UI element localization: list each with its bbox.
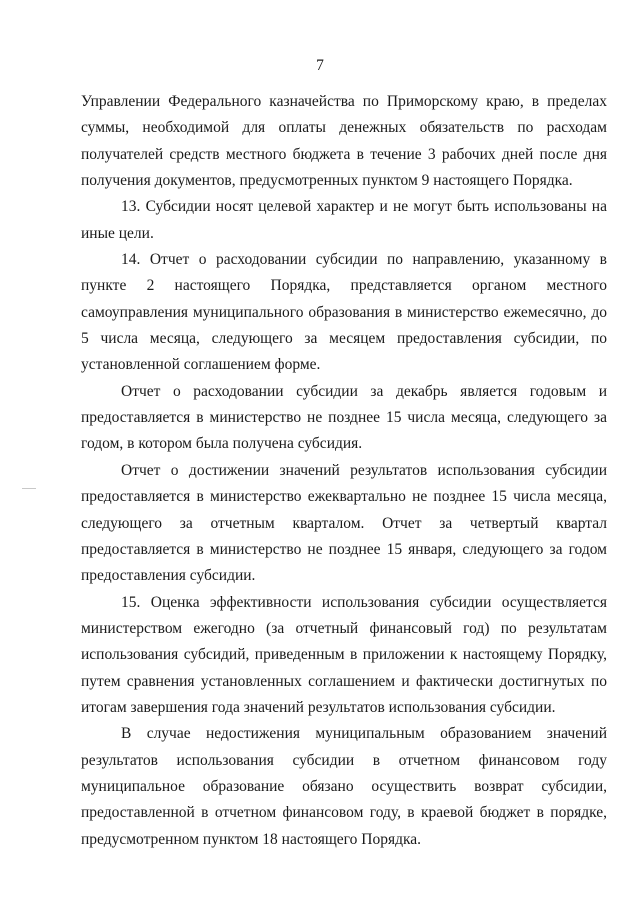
paragraph-item-14: 14. Отчет о расходовании субсидии по направлению, указанному в пункте 2 настоящего Порядка, представляется органом местного самоуправления муниципального образования в министерство ежемесячно, до 5 числа месяца, следующего за месяцем предоставления субсидии, по установленной соглашением форме.: [81, 251, 607, 374]
page-number: 7: [316, 57, 324, 74]
document-body: [81, 89, 607, 853]
margin-mark: [22, 488, 36, 489]
paragraph-continuation: Управлении Федерального казначейства по Приморскому краю, в пределах суммы, необходимой для оплаты денежных обязательств по расходам получателей средств местного бюджета в течение 3 рабочих дней после дня получения документов, предусмотренных пунктом 9 настоящего Порядка.: [81, 93, 607, 190]
paragraph-december-report: Отчет о расходовании субсидии за декабрь является годовым и предоставляется в министерство не позднее 15 числа месяца, следующего за годом, в котором была получена субсидия.: [81, 382, 607, 453]
paragraph-results-report: Отчет о достижении значений результатов использования субсидии предоставляется в министерство ежеквартально не позднее 15 числа месяца, следующего за отчетным кварталом. Отчет за четвертый квартал предоставляется в министерство не позднее 15 января, следующего за годом предоставления субсидии.: [81, 461, 607, 585]
paragraph-item-13: 13. Субсидии носят целевой характер и не могут быть использованы на иные цели.: [81, 198, 607, 242]
paragraph-item-15: 15. Оценка эффективности использования субсидии осуществляется министерством ежегодно (за отчетный финансовый год) по результатам использования субсидий, приведенным в приложении к настоящему Порядку, путем сравнения установленных соглашением и фактически достигнутых по итогам завершения года значений результатов использования субсидии.: [81, 593, 607, 716]
paragraph-refund-condition: В случае недостижения муниципальным образованием значений результатов использования субсидии в отчетном финансовом году муниципальное образование обязано осуществить возврат субсидии, предоставленной в отчетном финансовом году, в краевой бюджет в порядке, предусмотренном пунктом 18 настоящего Порядка.: [81, 725, 607, 848]
